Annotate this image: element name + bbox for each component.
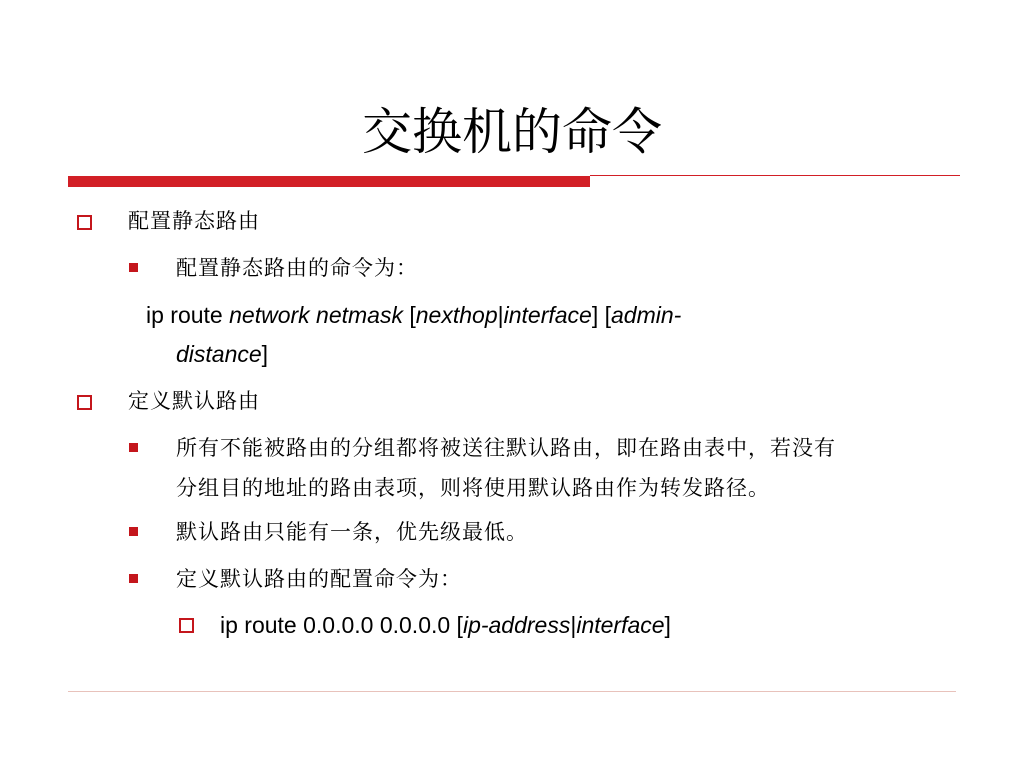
default-route-command-intro: 定义默认路由的配置命令为： xyxy=(176,567,462,591)
param-nexthop: nexthop xyxy=(415,302,498,328)
command-close-bracket: ] xyxy=(261,341,269,367)
default-route-command xyxy=(220,611,671,639)
param-network: network xyxy=(229,302,310,328)
command-pipe: | xyxy=(570,612,577,638)
filled-square-bullet-icon xyxy=(129,443,138,452)
slide-title: 交换机的命令 xyxy=(362,103,662,161)
command-prefix: ip route xyxy=(146,302,230,328)
filled-square-bullet-icon xyxy=(129,527,138,536)
param-admin: admin- xyxy=(611,302,682,328)
title-underline-thin xyxy=(590,175,960,176)
command-prefix: ip route 0.0.0.0 0.0.0.0 [ xyxy=(220,612,463,638)
default-route-priority-note: 默认路由只能有一条，优先级最低。 xyxy=(176,520,528,544)
static-route-command-line1 xyxy=(146,301,681,329)
hollow-square-bullet-icon xyxy=(77,395,92,410)
static-route-command-intro: 配置静态路由的命令为： xyxy=(176,256,418,280)
command-pipe: | xyxy=(497,302,504,328)
static-route-command-line2 xyxy=(176,340,268,368)
title-underline-thick xyxy=(68,176,590,187)
command-separator: ] [ xyxy=(591,302,611,328)
param-interface: interface xyxy=(503,302,592,328)
filled-square-bullet-icon xyxy=(129,574,138,583)
default-route-description-line1: 所有不能被路由的分组都将被送往默认路由，即在路由表中，若没有 xyxy=(176,436,836,460)
param-ip-address: ip-address xyxy=(462,612,571,638)
section-heading-default-route: 定义默认路由 xyxy=(128,389,260,413)
command-separator: [ xyxy=(402,302,416,328)
section-heading-static-route: 配置静态路由 xyxy=(128,209,260,233)
default-route-description-line2: 分组目的地址的路由表项，则将使用默认路由作为转发路径。 xyxy=(176,476,770,500)
param-distance: distance xyxy=(176,341,262,367)
filled-square-bullet-icon xyxy=(129,263,138,272)
footer-divider xyxy=(68,691,956,692)
command-close-bracket: ] xyxy=(664,612,671,638)
param-interface: interface xyxy=(576,612,665,638)
param-netmask: netmask xyxy=(316,302,403,328)
hollow-square-bullet-icon xyxy=(179,618,194,633)
hollow-square-bullet-icon xyxy=(77,215,92,230)
